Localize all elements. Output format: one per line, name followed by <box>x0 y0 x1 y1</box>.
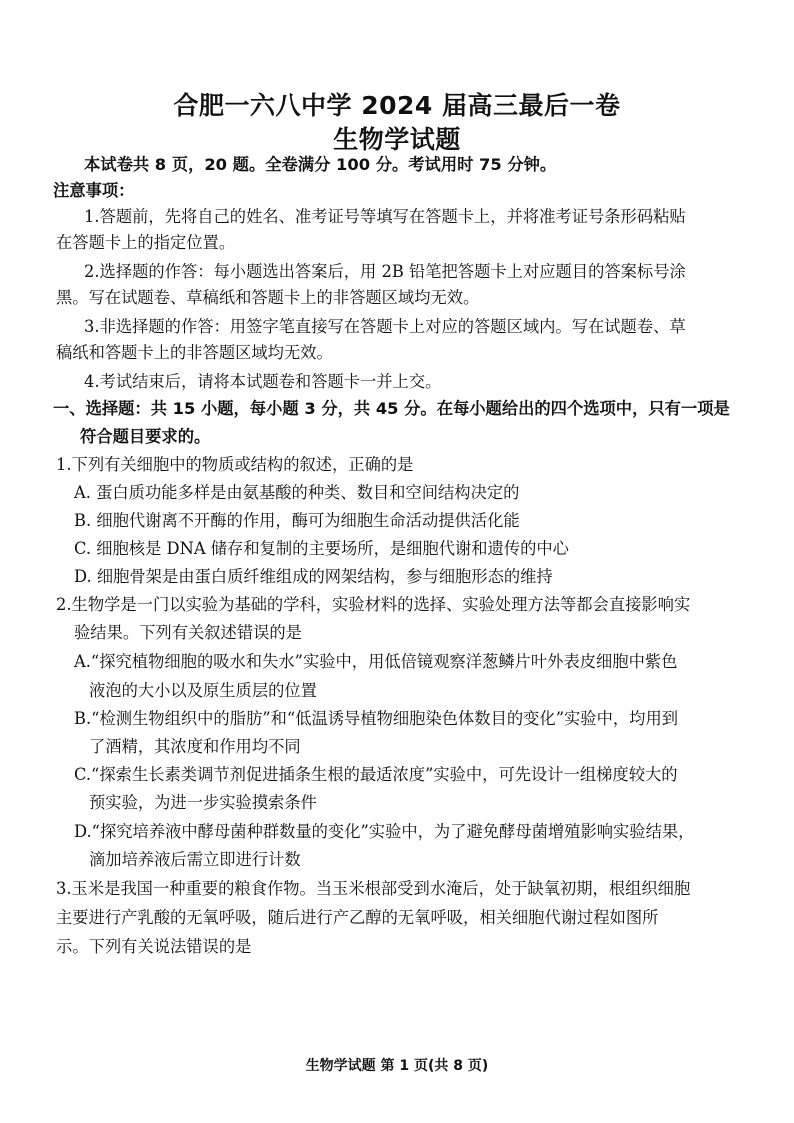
question-2-option-c: C.“探索生长素类调节剂促进插条生根的最适浓度”实验中，可先设计一组梯度较大的 <box>74 765 678 784</box>
notice-item-3: 3.非选择题的作答：用签字笔直接写在答题卡上对应的答题区域内。写在试题卷、草 <box>84 317 686 336</box>
question-1-stem: 1.下列有关细胞中的物质或结构的叙述，正确的是 <box>56 455 414 474</box>
question-2-stem-cont: 验结果。下列有关叙述错误的是 <box>74 623 302 642</box>
notice-item-3-cont: 稿纸和答题卡上的非答题区域均无效。 <box>56 343 333 362</box>
question-2-option-d: D.“探究培养液中酵母菌种群数量的变化”实验中，为了避免酵母菌增殖影响实验结果， <box>74 822 695 841</box>
notice-item-2: 2.选择题的作答：每小题选出答案后，用 2B 铅笔把答题卡上对应题目的答案标号涂 <box>84 262 686 281</box>
question-2-option-d-cont: 滴加培养液后需立即进行计数 <box>89 850 301 869</box>
question-2-option-a-cont: 液泡的大小以及原生质层的位置 <box>89 681 317 700</box>
question-3-stem-cont-2: 示。下列有关说法错误的是 <box>56 937 252 956</box>
section-heading: 一、选择题：共 15 小题，每小题 3 分，共 45 分。在每小题给出的四个选项中，只有一项是 <box>53 399 730 418</box>
question-2-stem: 2.生物学是一门以实验为基础的学科，实验材料的选择、实验处理方法等都会直接影响实 <box>56 595 691 614</box>
question-2-option-a: A.“探究植物细胞的吸水和失水”实验中，用低倍镜观察洋葱鳞片叶外表皮细胞中紫色 <box>74 652 678 671</box>
question-1-option-b: B. 细胞代谢离不开酶的作用，酶可为细胞生命活动提供活化能 <box>74 511 520 530</box>
notice-heading: 注意事项： <box>53 181 135 200</box>
notice-item-2-cont: 黑。写在试题卷、草稿纸和答题卡上的非答题区域均无效。 <box>56 288 480 307</box>
question-1-option-d: D. 细胞骨架是由蛋白质纤维组成的网架结构，参与细胞形态的维持 <box>74 567 553 586</box>
section-heading-cont: 符合题目要求的。 <box>80 427 211 446</box>
exam-subtitle: 生物学试题 <box>333 125 461 154</box>
question-2-option-b-cont: 了酒精，其浓度和作用均不同 <box>89 737 301 756</box>
notice-item-4: 4.考试结束后，请将本试题卷和答题卡一并上交。 <box>84 372 442 391</box>
question-1-option-c: C. 细胞核是 DNA 储存和复制的主要场所，是细胞代谢和遗传的中心 <box>74 539 569 558</box>
question-3-stem-cont-1: 主要进行产乳酸的无氧呼吸，随后进行产乙醇的无氧呼吸，相关细胞代谢过程如图所 <box>56 908 659 927</box>
page-footer: 生物学试题 第 1 页(共 8 页) <box>305 1058 489 1074</box>
exam-info: 本试卷共 8 页，20 题。全卷满分 100 分。考试用时 75 分钟。 <box>84 155 557 174</box>
exam-title: 合肥一六八中学 2024 届高三最后一卷 <box>173 91 621 120</box>
question-2-option-c-cont: 预实验，为进一步实验摸索条件 <box>89 793 317 812</box>
notice-item-1-cont: 在答题卡上的指定位置。 <box>56 233 236 252</box>
question-2-option-b: B.“检测生物组织中的脂肪”和“低温诱导植物细胞染色体数目的变化”实验中，均用到 <box>74 709 679 728</box>
question-1-option-a: A. 蛋白质功能多样是由氨基酸的种类、数目和空间结构决定的 <box>74 483 520 502</box>
question-3-stem: 3.玉米是我国一种重要的粮食作物。当玉米根部受到水淹后，处于缺氧初期，根组织细胞 <box>56 879 691 898</box>
notice-item-1: 1.答题前，先将自己的姓名、准考证号等填写在答题卡上，并将准考证号条形码粘贴 <box>84 207 686 226</box>
